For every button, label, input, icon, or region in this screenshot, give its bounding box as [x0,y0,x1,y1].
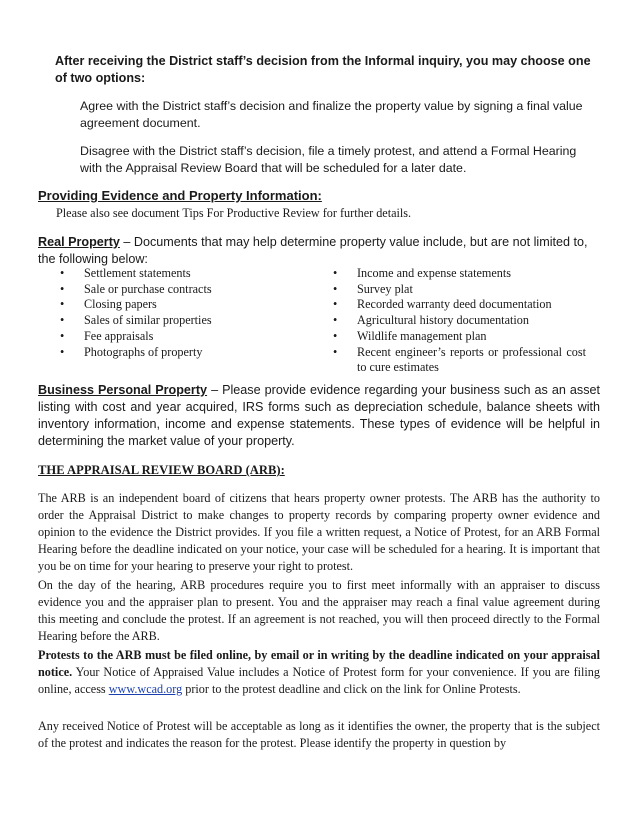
real-property-list-right [330,266,586,376]
real-property-text: Documents that may help determine property value include, but are not limited to, the following below: [38,235,588,266]
list-item: • Sales of similar properties [57,313,297,329]
list-item: • Settlement statements [57,266,297,282]
real-property-paragraph [38,234,598,268]
list-item: • Recorded warranty deed documentation [330,297,586,313]
list-item: • Closing papers [57,297,297,313]
bpp-label: Business Personal Property [38,383,208,397]
arb-paragraph-2: On the day of the hearing, ARB procedures require you to first meet informally with an appraiser to discuss evidence you and the appraiser plan to present. You and the appraiser may reach a final value agreement during this meeting and conclude the protest. If an agreement is not reached, you will then proceed directly to the Formal Hearing before the ARB. [38,578,600,643]
real-property-dash: – [119,235,134,249]
arb-para3-text-2: prior to the protest deadline and click on the link for Online Protests. [182,682,521,696]
options-heading: After receiving the District staff’s decision from the Informal inquiry, you may choose one of two options: [55,54,591,85]
option-disagree: Disagree with the District staff’s decision, file a timely protest, and attend a Formal Hearing with the Appraisal Review Board that will be scheduled for a later date. [80,144,577,175]
wcad-link[interactable]: www.wcad.org [108,682,183,696]
list-item: • Recent engineer’s reports or professional cost to cure estimates [330,345,586,376]
arb-deadline-notice: Protests to the ARB must be filed online, by email or in writing by the deadline indicated on your appraisal notice. [38,648,600,679]
business-personal-property-paragraph [38,382,600,450]
list-item: • Survey plat [330,282,586,298]
evidence-note: Please also see document Tips For Productive Review for further details. [56,206,412,220]
list-item: • Photographs of property [57,345,297,361]
list-item: • Fee appraisals [57,329,297,345]
bpp-text: – Please provide evidence regarding your business such as an asset listing with cost and year acquired, IRS forms such as depreciation schedule, balance sheets with inventory information, income and expense statements. These types of evidence will be helpful in determining the market value of your property. [38,383,600,448]
real-property-list-left [57,266,297,360]
arb-paragraph-4: Any received Notice of Protest will be acceptable as long as it identifies the owner, the property that is the subject of the protest and indicates the reason for the protest. Please identify the property in question by [38,719,600,750]
list-item: • Wildlife management plan [330,329,586,345]
evidence-heading: Providing Evidence and Property Information: [38,188,322,203]
arb-para3-text-1: Your Notice of Appraised Value includes a Notice of Protest form for your convenience. If you are filing online, access [38,665,600,696]
option-agree: Agree with the District staff’s decision and finalize the property value by signing a final value agreement document. [80,99,583,130]
real-property-label: Real Property [38,235,120,249]
arb-heading: THE APPRAISAL REVIEW BOARD (ARB): [38,463,285,477]
list-item: • Agricultural history documentation [330,313,586,329]
arb-paragraph-1: The ARB is an independent board of citizens that hears property owner protests. The ARB has the authority to order the Appraisal District to make changes to property records by comparing property owner evidence and opinion to the evidence the District provides. If you file a written request, a Notice of Protest, for an ARB Formal Hearing before the deadline indicated on your notice, your case will be scheduled for a hearing. It is important that you be on time for your hearing to preserve your right to protest. [38,491,600,573]
list-item: • Income and expense statements [330,266,586,282]
arb-paragraph-3 [38,647,600,698]
list-item: • Sale or purchase contracts [57,282,297,298]
